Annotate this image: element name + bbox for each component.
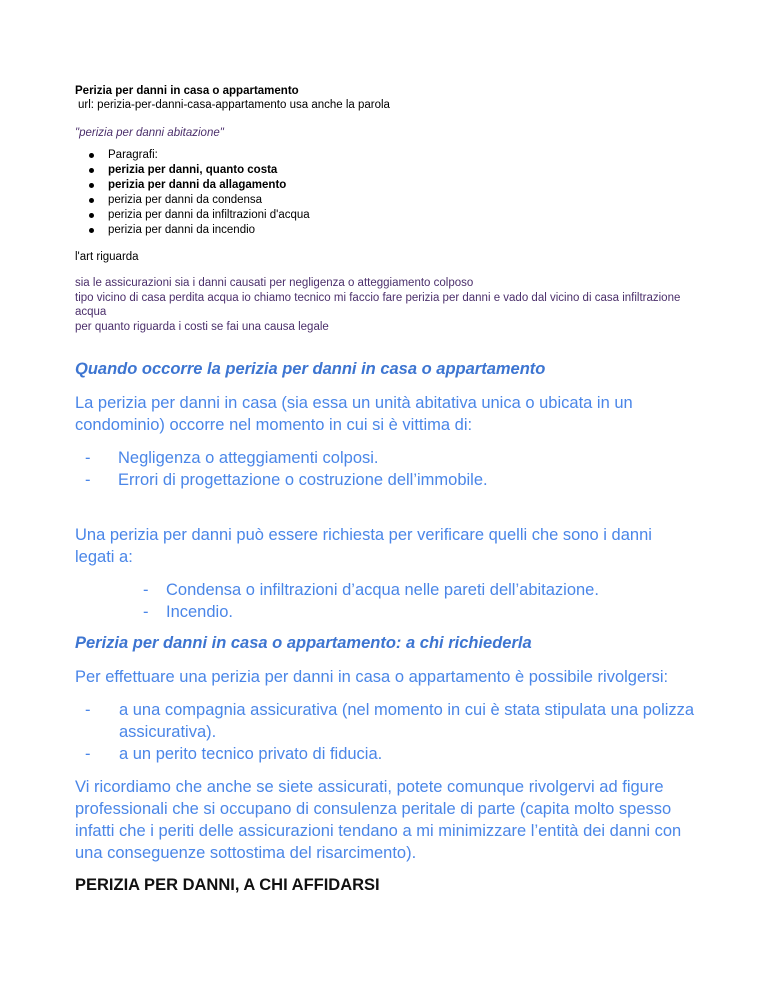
dash-list-item	[85, 469, 695, 491]
note-line: per quanto riguarda i costi se fai una causa legale	[75, 320, 329, 333]
dash-list	[75, 699, 695, 765]
dash-item-text: a un perito tecnico privato di fiducia.	[119, 745, 383, 763]
note-line: tipo vicino di casa perdita acqua io chiamo tecnico mi faccio fare perizia per danni e vado dal vicino di casa infiltrazione acqua	[75, 291, 681, 318]
section-heading-quando: Quando occorre la perizia per danni in casa o appartamento	[75, 360, 546, 378]
paragraph-list-item: Paragrafi:	[89, 148, 695, 163]
document-page	[75, 84, 695, 895]
section-paragraph: Vi ricordiamo che anche se siete assicurati, potete comunque rivolgervi ad figure professionali che si occupano di consulenza peritale di parte (capita molto spesso infatti che i periti delle assicurazioni tendano a mi minimizzare l’entità dei danni con una conseguenze sottostima del risarcimento).	[75, 778, 682, 862]
dash-marker: -	[85, 449, 91, 467]
notes-block	[75, 276, 695, 334]
brief-block	[75, 84, 695, 334]
paragraph-list	[75, 148, 695, 238]
brief-title: Perizia per danni in casa o appartamento	[75, 85, 299, 97]
paragraph-list-item: perizia per danni da allagamento	[89, 178, 695, 193]
dash-marker: -	[85, 745, 91, 763]
dash-item-text: Incendio.	[166, 603, 233, 621]
section-heading-a-chi-affidarsi: PERIZIA PER DANNI, A CHI AFFIDARSI	[75, 876, 380, 894]
dash-item-text: Errori di progettazione o costruzione dell’immobile.	[118, 471, 488, 489]
note-line: sia le assicurazioni sia i danni causati per negligenza o atteggiamento colposo	[75, 277, 474, 289]
dash-list	[75, 579, 695, 623]
dash-list-item	[85, 447, 695, 469]
section-heading-a-chi-richiederla: Perizia per danni in casa o appartamento: a chi richiederla	[75, 634, 532, 652]
section-paragraph: La perizia per danni in casa (sia essa un unità abitativa unica o ubicata in un condominio) occorre nel momento in cui si è vittima di:	[75, 394, 633, 434]
dash-marker: -	[143, 603, 149, 621]
section-paragraph: Per effettuare una perizia per danni in casa o appartamento è possibile rivolgersi:	[75, 668, 669, 686]
dash-list-item	[143, 579, 695, 601]
dash-list-item	[85, 743, 695, 765]
paragraph-list-item: perizia per danni da infiltrazioni d'acqua	[89, 208, 695, 223]
dash-list	[75, 447, 695, 491]
dash-item-text: Condensa o infiltrazioni d’acqua nelle pareti dell’abitazione.	[166, 581, 599, 599]
art-label: l'art riguarda	[75, 251, 139, 263]
brief-keyword: "perizia per danni abitazione"	[75, 127, 224, 139]
dash-marker: -	[143, 581, 149, 599]
paragraph-list-item: perizia per danni, quanto costa	[89, 163, 695, 178]
brief-url-line: url: perizia-per-danni-casa-appartamento usa anche la parola	[78, 99, 390, 111]
dash-marker: -	[85, 701, 91, 719]
dash-item-text: a una compagnia assicurativa (nel momento in cui è stata stipulata una polizza assicurativa).	[119, 701, 695, 741]
dash-item-text: Negligenza o atteggiamenti colposi.	[118, 449, 379, 467]
dash-list-item	[85, 699, 695, 743]
paragraph-list-item: perizia per danni da incendio	[89, 223, 695, 238]
section-paragraph: Una perizia per danni può essere richiesta per verificare quelli che sono i danni legati a:	[75, 526, 652, 566]
dash-marker: -	[85, 471, 91, 489]
paragraph-list-item: perizia per danni da condensa	[89, 193, 695, 208]
dash-list-item	[143, 601, 695, 623]
